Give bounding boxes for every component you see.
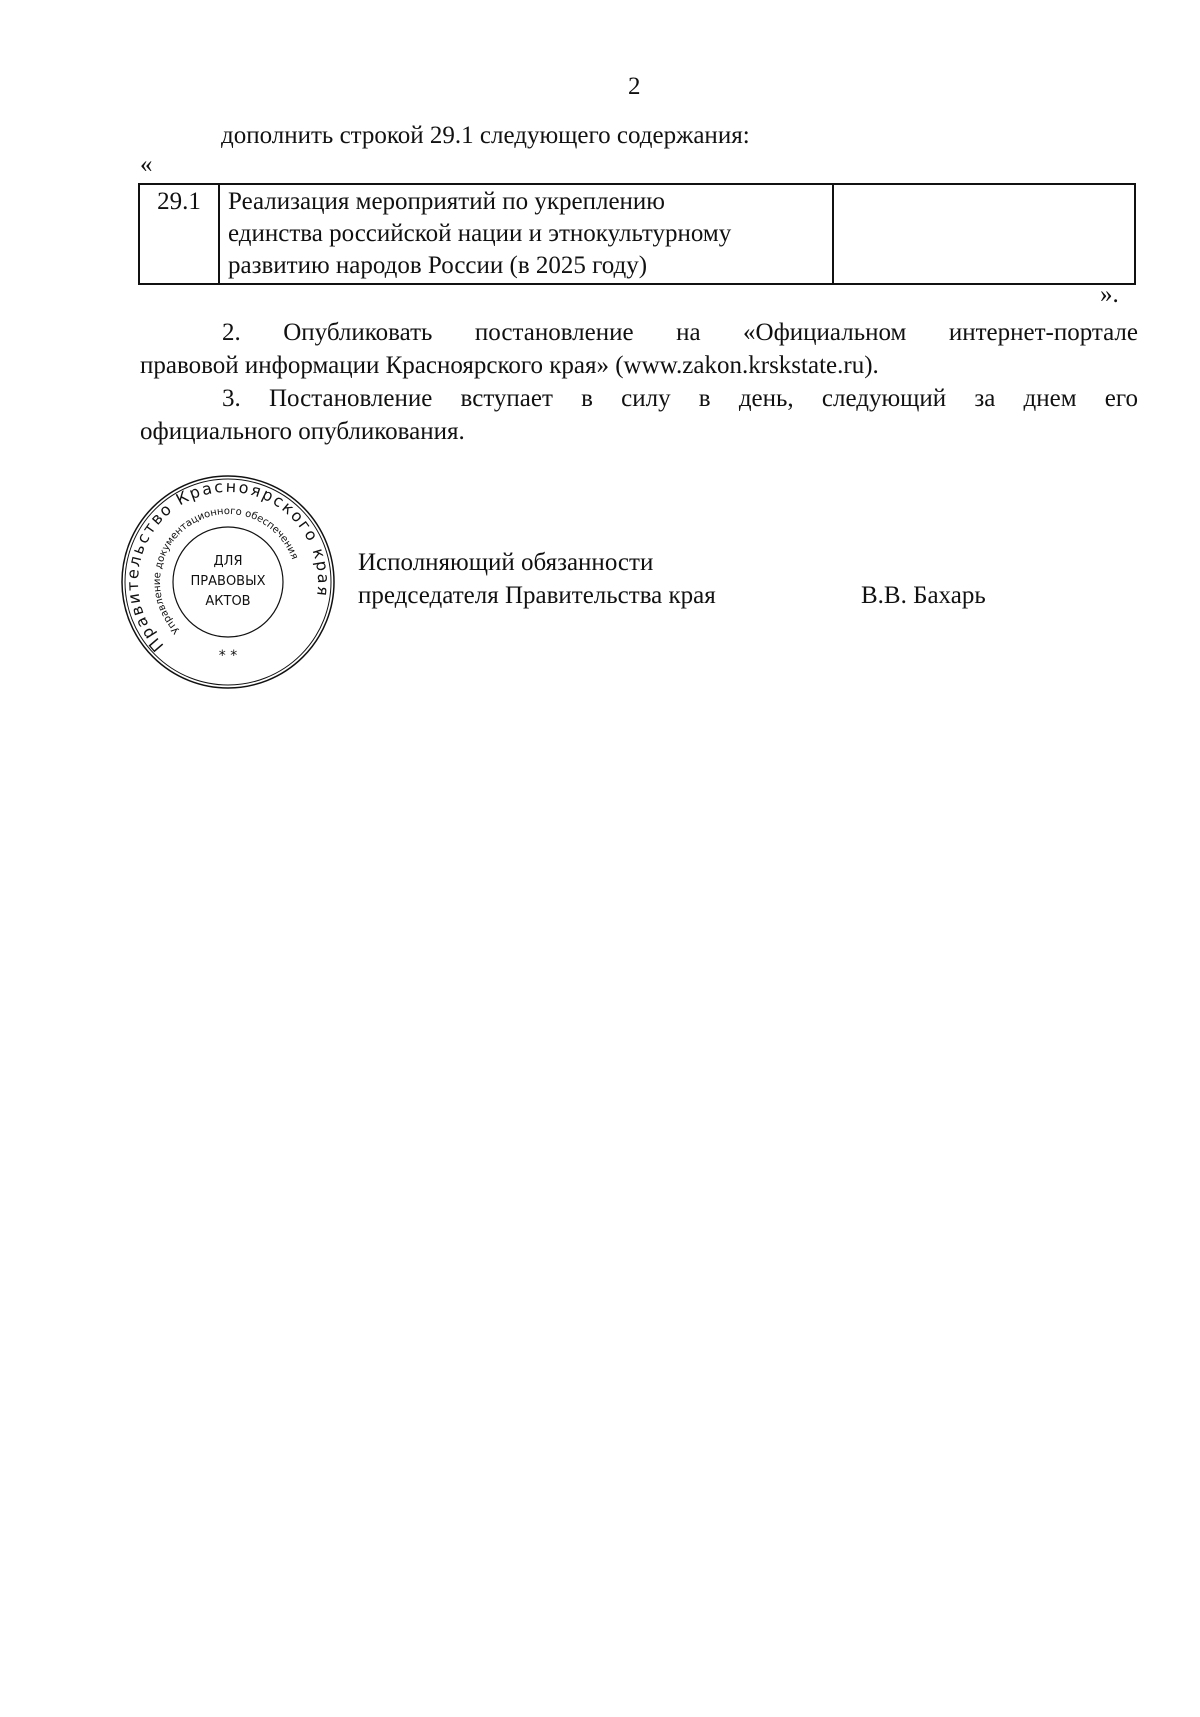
page-number: 2 [628, 73, 641, 100]
paragraph-3 [140, 382, 1138, 448]
signatory-position-line1: Исполняющий обязанности [358, 549, 654, 576]
paragraph-line: 3. Постановление вступает в силу в день, следующий за днем его [222, 385, 1138, 412]
paragraph-line: 2. Опубликовать постановление на «Официальном интернет-портале [222, 319, 1138, 346]
signatory-position-line2: председателя Правительства края [358, 582, 716, 609]
paragraph-line: правовой информации Красноярского края» (www.zakon.krskstate.ru). [140, 352, 879, 379]
row-description-line: единства российской нации и этнокультурному [228, 220, 732, 247]
stamp-center-line: ПРАВОВЫХ [190, 574, 266, 589]
intro-text: дополнить строкой 29.1 следующего содержания: [221, 122, 750, 149]
open-quote: « [140, 151, 153, 178]
paragraph-2 [140, 316, 1138, 382]
close-quote: ». [1100, 281, 1119, 308]
row-description-line: Реализация мероприятий по укреплению [228, 188, 665, 215]
row-number: 29.1 [139, 184, 219, 284]
signatory-name: В.В. Бахарь [861, 582, 986, 609]
amendment-table [138, 183, 1136, 285]
row-description-line: развитию народов России (в 2025 году) [228, 252, 648, 279]
paragraph-line: официального опубликования. [140, 418, 465, 445]
stamp-outer-text: Правительство Красноярского края [122, 476, 334, 656]
stamp-inner-text: Управление документационного обеспечения [151, 505, 300, 636]
stamp-center-line: ДЛЯ [213, 554, 243, 569]
official-stamp [118, 472, 338, 692]
stamp-center-line: АКТОВ [205, 594, 251, 609]
row-value [833, 184, 1135, 284]
row-description [219, 184, 833, 284]
table-row [139, 184, 1135, 284]
stamp-stars: * * [218, 648, 238, 664]
